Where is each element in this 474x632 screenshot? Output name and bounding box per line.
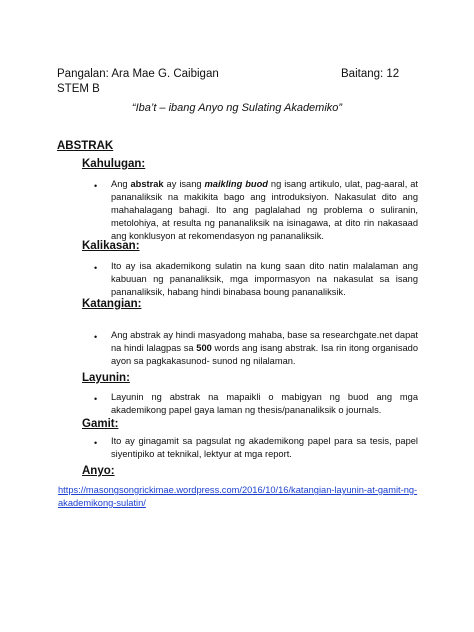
bullet-icon: • [94,181,98,191]
katangian-heading: Katangian: [82,298,142,310]
kalikasan-text: Ito ay isa akademikong sulatin na kung saan dito natin malalaman ang kabuuan ng pananaliksik, mga impormasyon na nakasulat sa isang pananaliksik, habang hindi binabasa boung pananaliksik. [111,261,418,297]
section-label: STEM B [57,83,100,95]
kahulugan-heading: Kahulugan: [82,158,146,170]
layunin-heading: Layunin: [82,372,130,384]
kahulugan-text: Ang abstrak ay isang maikling buod ng isang artikulo, ulat, pag-aaral, at pananaliksik na makikita bago ang introduksiyon. Nakasulat dito ang mahahalagang bahagi. Ito ang paglalahad ng problema o suliranin, metolohiya, at resulta ng pananaliksik na isinagawa, at dito rin nakasaad ang konklusyon at rekomendasyon ng pananaliksik. [111,179,419,241]
anyo-heading: Anyo: [82,465,115,477]
student-name: Pangalan: Ara Mae G. Caibigan [57,68,219,80]
katangian-text: Ang abstrak ay hindi masyadong mahaba, base sa researchgate.net dapat na hindi lalagpas sa 500 words ang isang abstrak. Isa rin itong organisado ayon sa pagkakasunod- sunod ng nilalaman. [111,330,418,366]
reference-link[interactable]: https://masongsongrickimae.wordpress.com/2016/10/16/katangian-layunin-at-gamit-ng-akademikong-sulatin/ [58,485,418,508]
bullet-icon: • [94,438,98,448]
main-heading: ABSTRAK [57,140,114,152]
gamit-text: Ito ay ginagamit sa pagsulat ng akademikong papel para sa tesis, papel siyentipiko at teknikal, lektyur at mga report. [111,436,418,459]
layunin-text: Layunin ng abstrak na mapaikli o mabigyan ng buod ang mga akademikong papel gaya laman ng thesis/pananaliksik o journals. [111,392,418,415]
grade-level: Baitang: 12 [341,68,400,80]
bullet-icon: • [94,263,98,273]
bullet-icon: • [94,394,98,404]
document-title: “Iba’t – ibang Anyo ng Sulating Akademiko” [131,102,343,114]
kalikasan-heading: Kalikasan: [82,240,140,252]
gamit-heading: Gamit: [82,418,119,430]
bullet-icon: • [94,332,98,342]
